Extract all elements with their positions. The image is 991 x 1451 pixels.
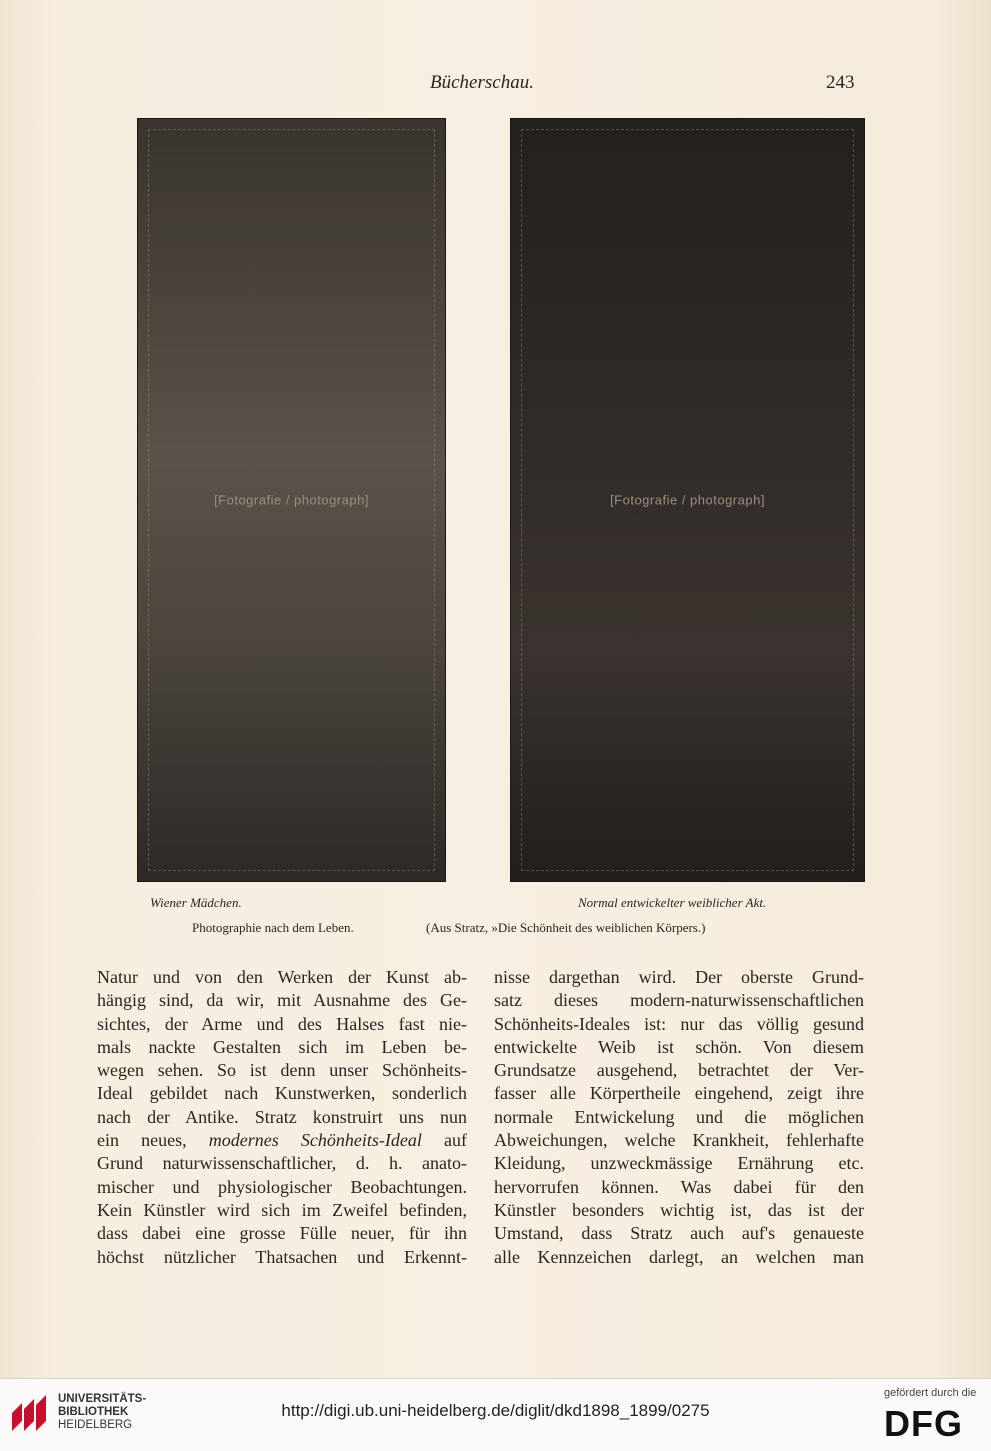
text-segment: auf xyxy=(421,1130,468,1151)
text-segment: sichtes, der Arme und des Halses fast nie- xyxy=(97,1013,467,1034)
text-line: satz dieses modern-naturwissenschaftlichen xyxy=(494,990,864,1011)
text-column-right xyxy=(494,966,864,1269)
text-segment: nach der Antike. Stratz konstruirt uns nun xyxy=(97,1106,467,1127)
viewer-footer xyxy=(0,1378,991,1451)
text-line xyxy=(97,1013,467,1036)
text-line: Kleidung, unzweckmässige Ernährung etc. xyxy=(494,1153,864,1174)
dfg-logo[interactable]: DFG xyxy=(884,1403,963,1444)
caption-left-title: Wiener Mädchen. xyxy=(150,895,242,910)
text-line xyxy=(97,1176,467,1199)
running-title: Bücherschau. xyxy=(430,72,534,93)
permalink-url[interactable]: http://digi.ub.uni-heidelberg.de/diglit/dkd1898_1899/0275 xyxy=(281,1401,710,1420)
caption-right-title: Normal entwickelter weiblicher Akt. xyxy=(578,895,767,910)
text-line: Grundsatze ausgehend, betrachtet der Ver- xyxy=(494,1060,864,1081)
text-line: fasser alle Körpertheile eingehend, zeigt ihre xyxy=(494,1083,864,1104)
text-line xyxy=(97,966,467,989)
text-line: hervorrufen können. Was dabei für den xyxy=(494,1176,864,1197)
emphasis-text: modernes Schönheits-Ideal xyxy=(208,1130,422,1151)
text-line xyxy=(97,1246,467,1269)
text-line: nisse dargethan wird. Der oberste Grund- xyxy=(494,967,864,987)
text-segment: mischer und physiologischer Beobachtungen. xyxy=(97,1176,467,1197)
text-segment: Ideal gebildet nach Kunstwerken, sonderlich xyxy=(97,1083,467,1104)
photo-placeholder-left: [Fotografie / photograph] xyxy=(214,492,369,508)
text-line xyxy=(97,1106,467,1129)
text-segment: wegen sehen. So ist denn unser Schönheits- xyxy=(97,1060,467,1081)
text-line: Schönheits-Ideales ist: nur das völlig gesund xyxy=(494,1013,864,1034)
text-segment: höchst nützlicher Thatsachen und Erkennt- xyxy=(97,1246,467,1267)
text-line xyxy=(97,1129,467,1152)
text-segment: Natur und von den Werken der Kunst ab- xyxy=(97,967,467,987)
figure-photo-right xyxy=(510,118,865,882)
text-segment: Kein Künstler wird sich im Zweifel befinden, xyxy=(97,1199,467,1220)
funding-note: gefördert durch die xyxy=(884,1387,977,1399)
caption-right-credit: (Aus Stratz, »Die Schönheit des weiblichen Körpers.) xyxy=(426,920,706,935)
text-line xyxy=(97,1082,467,1105)
text-segment: dass dabei eine grosse Fülle neuer, für ihn xyxy=(97,1223,467,1244)
library-name-line2: BIBLIOTHEK xyxy=(58,1406,129,1418)
text-segment: Grund naturwissenschaftlicher, d. h. anato- xyxy=(97,1153,467,1174)
caption-left-credit: Photographie nach dem Leben. xyxy=(192,920,354,935)
text-line xyxy=(97,989,467,1012)
text-line: Abweichungen, welche Krankheit, fehlerhafte xyxy=(494,1130,864,1151)
photo-placeholder-right: [Fotografie / photograph] xyxy=(610,492,765,508)
text-line xyxy=(97,1199,467,1222)
text-line: alle Kennzeichen darlegt, an welchen man xyxy=(494,1246,864,1267)
text-segment: mals nackte Gestalten sich im Leben be- xyxy=(97,1036,467,1057)
library-name-line1: UNIVERSITÄTS- xyxy=(58,1393,147,1405)
library-name-line3: HEIDELBERG xyxy=(58,1419,133,1431)
text-line: entwickelte Weib ist schön. Von diesem xyxy=(494,1036,864,1057)
text-segment: ein neues, xyxy=(97,1130,209,1151)
text-line: Künstler besonders wichtig ist, das ist der xyxy=(494,1199,864,1220)
text-line xyxy=(97,1059,467,1082)
text-line xyxy=(97,1152,467,1175)
figure-photo-left xyxy=(137,118,446,882)
text-line xyxy=(97,1036,467,1059)
text-line: Umstand, dass Stratz auch auf's genaueste xyxy=(494,1223,864,1244)
text-line: normale Entwickelung und die möglichen xyxy=(494,1106,864,1127)
text-segment: hängig sind, da wir, mit Ausnahme des Ge- xyxy=(97,990,467,1011)
page-number: 243 xyxy=(826,72,855,93)
text-column-left xyxy=(97,966,467,1269)
text-line xyxy=(97,1222,467,1245)
running-head xyxy=(0,72,991,96)
